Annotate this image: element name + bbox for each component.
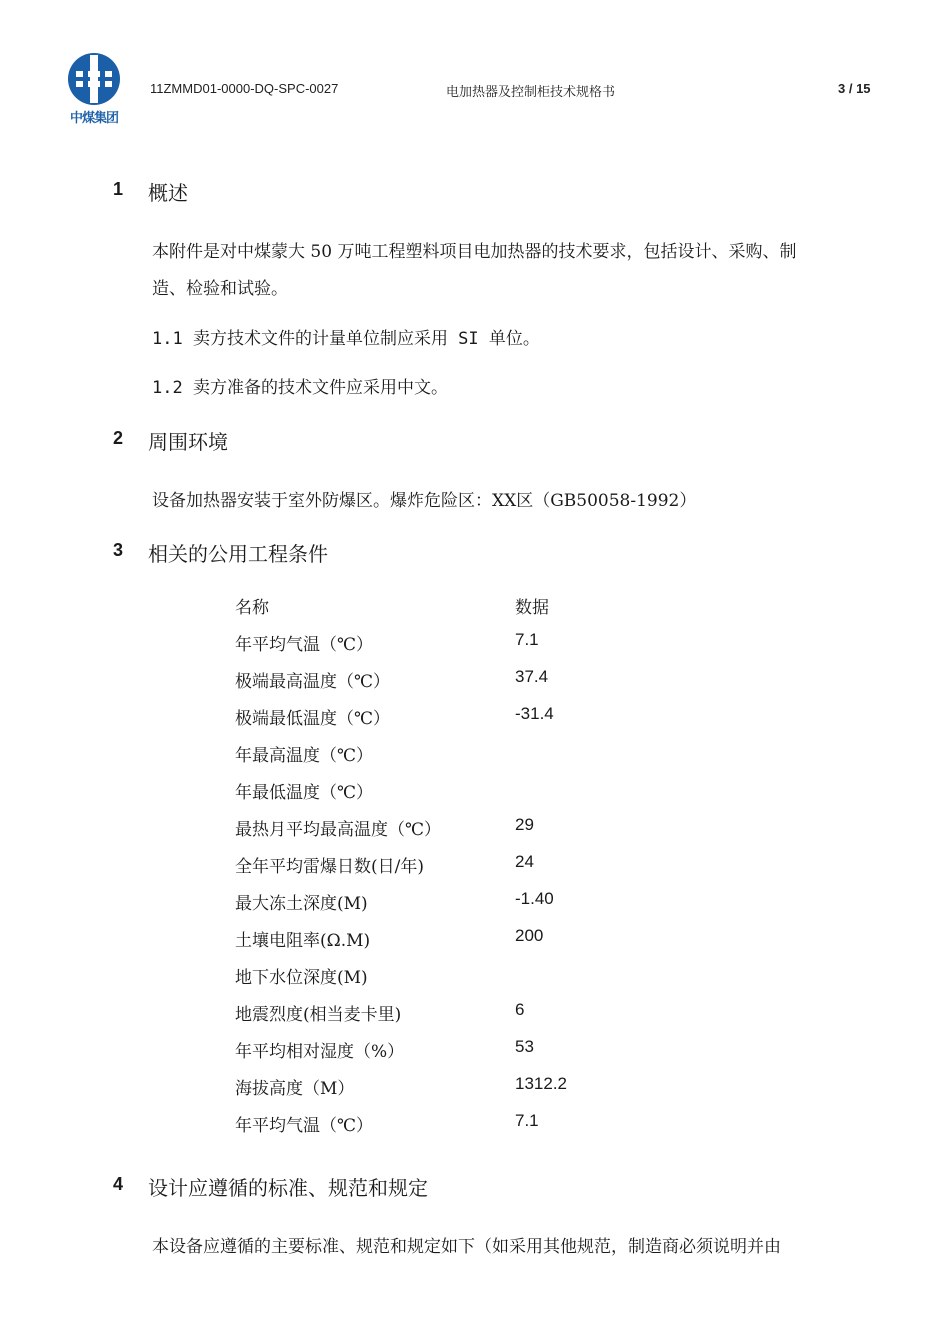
table-row — [235, 963, 735, 1000]
section-title: 设计应遵循的标准、规范和规定 — [148, 1176, 428, 1200]
section-number: 3 — [113, 540, 124, 560]
section-title: 周围环境 — [148, 430, 228, 454]
table-cell: 海拔高度（M） — [235, 1079, 355, 1099]
table-cell: 极端最高温度（℃） — [235, 672, 391, 692]
table-header-cell: 名称 — [235, 598, 269, 618]
table-row — [235, 778, 735, 815]
table-header-row — [235, 593, 735, 630]
table-row — [235, 889, 735, 926]
paragraph-line: 本附件是对中煤蒙大 50 万吨工程塑料项目电加热器的技术要求，包括设计、采购、制 — [152, 242, 797, 262]
table-row — [235, 667, 735, 704]
table-cell: 37.4 — [515, 667, 549, 686]
table-cell: 地下水位深度(M) — [235, 968, 368, 988]
paragraph: 设备加热器安装于室外防爆区。爆炸危险区：XX区（GB50058-1992） — [152, 491, 697, 511]
section-number: 4 — [113, 1174, 124, 1194]
table-row — [235, 1111, 735, 1148]
table-cell: 7.1 — [515, 1111, 539, 1130]
table-row — [235, 815, 735, 852]
doc-code: 11ZMMD01-0000-DQ-SPC-0027 — [150, 81, 339, 96]
company-logo-icon — [62, 53, 126, 109]
logo-text: 中煤集团 — [69, 111, 118, 126]
table-cell: 1312.2 — [515, 1074, 567, 1093]
table-cell: 200 — [515, 926, 544, 945]
table-row — [235, 630, 735, 667]
section-title: 相关的公用工程条件 — [148, 542, 328, 566]
table-row — [235, 1074, 735, 1111]
table-cell: 极端最低温度（℃） — [235, 709, 391, 729]
table-cell: 6 — [515, 1000, 525, 1019]
table-cell: 53 — [515, 1037, 534, 1056]
table-cell: 24 — [515, 852, 534, 871]
table-cell: -31.4 — [515, 704, 554, 723]
paragraph-line: 造、检验和试验。 — [152, 279, 288, 299]
table-cell: 土壤电阻率(Ω.M) — [235, 931, 371, 951]
table-row — [235, 741, 735, 778]
table-header-cell: 数据 — [515, 598, 549, 618]
table-cell: -1.40 — [515, 889, 554, 908]
table-row — [235, 926, 735, 963]
page-number: 3 / 15 — [838, 81, 871, 96]
list-item: 1.2 卖方准备的技术文件应采用中文。 — [152, 378, 448, 398]
section-title: 概述 — [148, 181, 188, 205]
table-cell: 29 — [515, 815, 534, 834]
doc-title: 电加热器及控制柜技术规格书 — [446, 85, 616, 100]
table-cell: 年平均气温（℃） — [235, 635, 374, 655]
list-item: 1.1 卖方技术文件的计量单位制应采用 SI 单位。 — [152, 329, 540, 349]
table-cell: 最大冻土深度(M) — [235, 894, 368, 914]
table-cell: 地震烈度(相当麦卡里) — [235, 1005, 402, 1025]
table-cell: 全年平均雷爆日数(日/年) — [235, 857, 424, 877]
table-cell: 年最高温度（℃） — [235, 746, 374, 766]
paragraph: 本设备应遵循的主要标准、规范和规定如下（如采用其他规范，制造商必须说明并由 — [152, 1237, 781, 1257]
section-number: 1 — [113, 179, 124, 199]
table-cell: 年平均气温（℃） — [235, 1116, 374, 1136]
table-row — [235, 1000, 735, 1037]
table-cell: 最热月平均最高温度（℃） — [235, 820, 442, 840]
section-number: 2 — [113, 428, 124, 448]
table-cell: 年最低温度（℃） — [235, 783, 374, 803]
table-cell: 7.1 — [515, 630, 539, 649]
table-row — [235, 704, 735, 741]
table-row — [235, 852, 735, 889]
table-row — [235, 1037, 735, 1074]
table-cell: 年平均相对湿度（%） — [235, 1042, 405, 1062]
